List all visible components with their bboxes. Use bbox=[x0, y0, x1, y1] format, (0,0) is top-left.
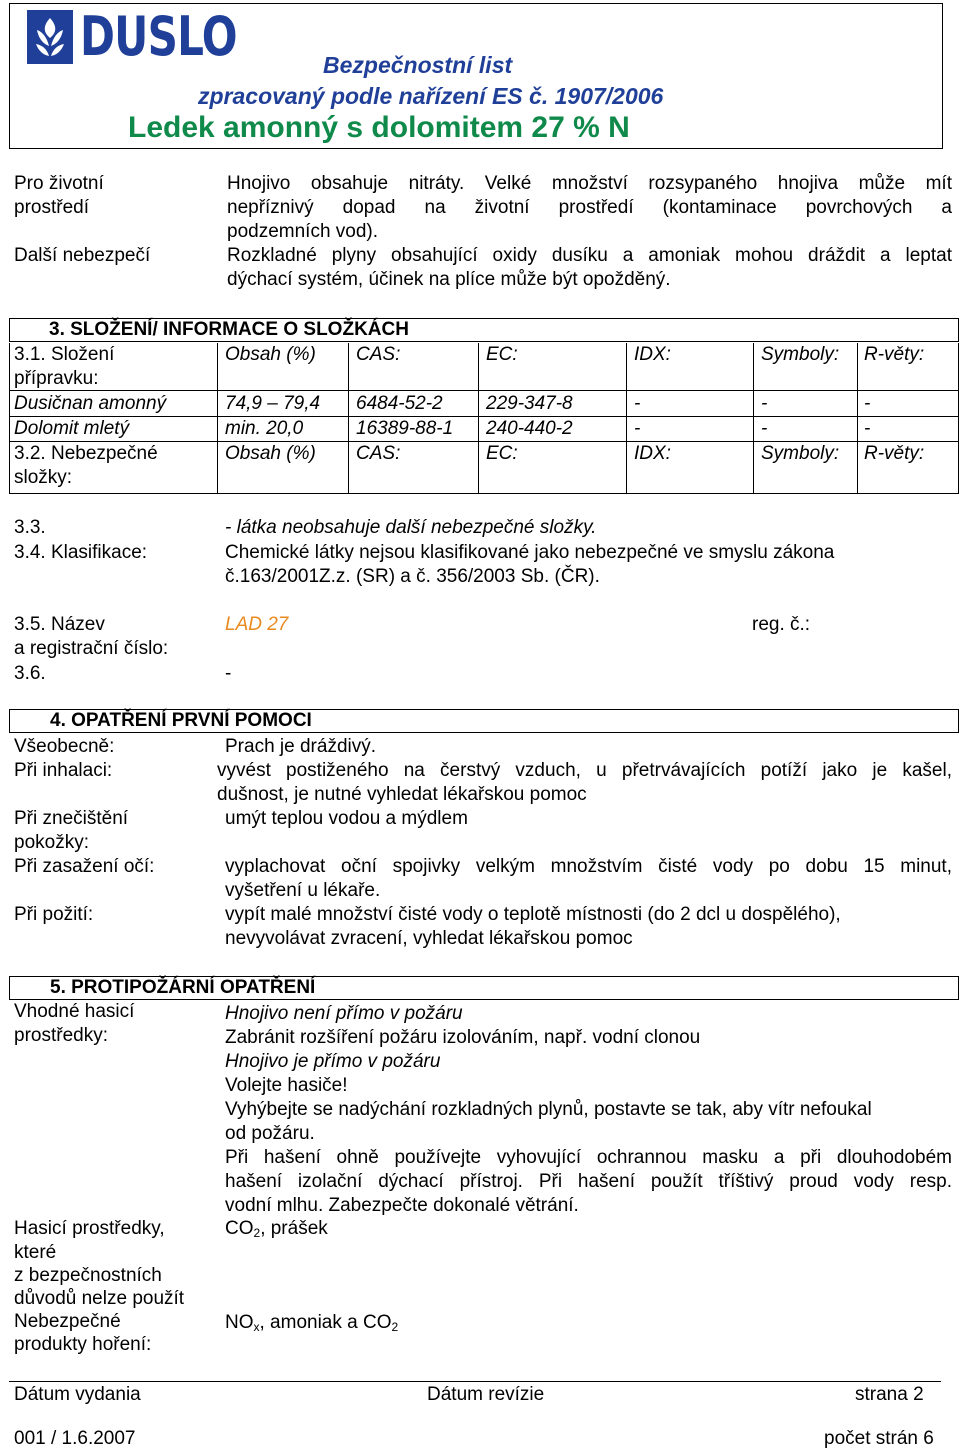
s34-label: 3.4. Klasifikace: bbox=[14, 542, 148, 563]
duslo-logo-icon bbox=[27, 10, 73, 64]
header-box bbox=[9, 3, 943, 149]
s32-label-1: 3.2. Nebezpečné bbox=[14, 443, 158, 464]
ingestion-text-1: vypít malé množství čisté vody o teplotě místnosti (do 2 dcl u dospělého), bbox=[225, 904, 841, 925]
s36-value: - bbox=[225, 663, 232, 684]
s31-label-1: 3.1. Složení bbox=[14, 344, 115, 365]
table-cell-symboly: - bbox=[761, 418, 768, 439]
other-hazards-text-1: Rozkladné plyny obsahující oxidy dusíku a amoniak mohou dráždit a leptat bbox=[227, 245, 952, 266]
issue-date-label: Dátum vydania bbox=[14, 1384, 141, 1405]
env-text-3: podzemních vod). bbox=[227, 221, 379, 242]
table-cell-idx: - bbox=[634, 418, 641, 439]
table-cell-obsah: min. 20,0 bbox=[225, 418, 304, 439]
media-line: Zabránit rozšíření požáru izolováním, např. vodní clonou bbox=[225, 1027, 701, 1048]
media-line: od požáru. bbox=[225, 1123, 315, 1144]
col-rvety: R-věty: bbox=[864, 344, 925, 365]
table-cell-obsah: 74,9 – 79,4 bbox=[225, 393, 321, 414]
col-cas: CAS: bbox=[356, 344, 401, 365]
revision-date-label: Dátum revízie bbox=[427, 1384, 545, 1405]
doc-title: Bezpečnostní list bbox=[323, 52, 513, 78]
col-symboly: Symboly: bbox=[761, 443, 840, 464]
table-cell-ec: 229-347-8 bbox=[486, 393, 573, 414]
eyes-text-2: vyšetření u lékaře. bbox=[225, 880, 381, 901]
table-cell-symboly: - bbox=[761, 393, 768, 414]
media-line: Hnojivo je přímo v požáru bbox=[225, 1051, 441, 1072]
s34-text-1: Chemické látky nejsou klasifikované jako nebezpečné ve smyslu zákona bbox=[225, 542, 835, 563]
eyes-label: Při zasažení očí: bbox=[14, 856, 155, 877]
table-row-name: Dolomit mletý bbox=[14, 418, 130, 439]
env-label-2: prostředí bbox=[14, 197, 89, 218]
unsuitable-label-2: které bbox=[14, 1242, 57, 1263]
col-symboly: Symboly: bbox=[761, 344, 840, 365]
inhalation-label: Při inhalaci: bbox=[14, 760, 113, 781]
combustion-label-1: Nebezpečné bbox=[14, 1311, 121, 1332]
skin-label-1: Při znečištění bbox=[14, 808, 129, 829]
doc-subtitle: zpracovaný podle nařízení ES č. 1907/2006 bbox=[198, 83, 664, 109]
table-row-name: Dusičnan amonný bbox=[14, 393, 167, 414]
s36-label: 3.6. bbox=[14, 663, 46, 684]
media-line: Volejte hasiče! bbox=[225, 1075, 348, 1096]
col-idx: IDX: bbox=[634, 344, 671, 365]
inhalation-text-1: vyvést postiženého na čerstvý vzduch, u přetrvávajících potíží jako je kašel, bbox=[217, 760, 952, 781]
ingestion-text-2: nevyvolávat zvracení, vyhledat lékařskou pomoc bbox=[225, 928, 633, 949]
table-cell-cas: 6484-52-2 bbox=[356, 393, 443, 414]
col-idx: IDX: bbox=[634, 443, 671, 464]
env-label-1: Pro životní bbox=[14, 173, 104, 194]
media-line: Vyhýbejte se nadýchání rozkladných plynů, postavte se tak, aby vítr nefoukal bbox=[225, 1099, 872, 1120]
unsuitable-label-4: důvodů nelze použít bbox=[14, 1288, 185, 1309]
col-obsah: Obsah (%) bbox=[225, 344, 316, 365]
s32-label-2: složky: bbox=[14, 467, 73, 488]
env-text-1: Hnojivo obsahuje nitráty. Velké množství rozsypaného hnojiva může mít bbox=[227, 173, 952, 194]
media-line: vodní mlhu. Zabezpečte dokonalé větrání. bbox=[225, 1195, 579, 1216]
combustion-text: $NO_x$, amoniak a $CO_2$ bbox=[225, 1312, 399, 1334]
other-hazards-label: Další nebezpečí bbox=[14, 245, 151, 266]
s35-value: LAD 27 bbox=[225, 614, 289, 635]
skin-label-2: pokožky: bbox=[14, 832, 89, 853]
col-ec: EC: bbox=[486, 344, 518, 365]
general-label: Všeobecně: bbox=[14, 736, 115, 757]
s33-label: 3.3. bbox=[14, 517, 46, 538]
inhalation-text-2: dušnost, je nutné vyhledat lékařskou pomoc bbox=[217, 784, 587, 805]
s35-label-2: a registrační číslo: bbox=[14, 638, 169, 659]
unsuitable-label-1: Hasicí prostředky, bbox=[14, 1218, 165, 1239]
media-line: Při hašení ohně používejte vyhovující ochrannou masku a při dlouhodobém bbox=[225, 1147, 952, 1168]
duslo-logo-text: DUSLO bbox=[80, 5, 237, 68]
page-count: počet strán 6 bbox=[824, 1428, 934, 1449]
unsuitable-text: $CO_2$, prášek bbox=[225, 1218, 328, 1240]
unsuitable-label-3: z bezpečnostních bbox=[14, 1265, 162, 1286]
table-cell-rvety: - bbox=[864, 418, 871, 439]
col-rvety: R-věty: bbox=[864, 443, 925, 464]
table-cell-ec: 240-440-2 bbox=[486, 418, 573, 439]
issue-date-value: 001 / 1.6.2007 bbox=[14, 1428, 136, 1449]
s34-text-2: č.163/2001Z.z. (SR) a č. 356/2003 Sb. (ČR). bbox=[225, 566, 600, 587]
ingestion-label: Při požití: bbox=[14, 904, 94, 925]
footer-rule bbox=[9, 1381, 941, 1382]
media-line: hašení izolační dýchací přístroj. Při hašení použít tříštivý proud vody resp. bbox=[225, 1171, 952, 1192]
media-label-2: prostředky: bbox=[14, 1025, 108, 1046]
col-ec: EC: bbox=[486, 443, 518, 464]
env-text-2: nepříznivý dopad na životní prostředí (kontaminace povrchových a bbox=[227, 197, 952, 218]
page-number: strana 2 bbox=[855, 1384, 924, 1405]
table-cell-cas: 16389-88-1 bbox=[356, 418, 454, 439]
section4-heading: 4. OPATŘENÍ PRVNÍ POMOCI bbox=[9, 709, 959, 733]
col-obsah: Obsah (%) bbox=[225, 443, 316, 464]
eyes-text-1: vyplachovat oční spojivky velkým množstvím čisté vody po dobu 15 minut, bbox=[225, 856, 952, 877]
product-name: Ledek amonný s dolomitem 27 % N bbox=[128, 111, 630, 144]
combustion-label-2: produkty hoření: bbox=[14, 1334, 152, 1355]
table-cell-rvety: - bbox=[864, 393, 871, 414]
s35-reg-label: reg. č.: bbox=[752, 614, 811, 635]
s33-text: - látka neobsahuje další nebezpečné složky. bbox=[225, 517, 597, 538]
section3-heading: 3. SLOŽENÍ/ INFORMACE O SLOŽKÁCH bbox=[9, 318, 959, 342]
col-cas: CAS: bbox=[356, 443, 401, 464]
skin-text: umýt teplou vodou a mýdlem bbox=[225, 808, 468, 829]
s35-label-1: 3.5. Název bbox=[14, 614, 105, 635]
table-cell-idx: - bbox=[634, 393, 641, 414]
media-line: Hnojivo není přímo v požáru bbox=[225, 1003, 463, 1024]
s31-label-2: přípravku: bbox=[14, 368, 99, 389]
other-hazards-text-2: dýchací systém, účinek na plíce může být opožděný. bbox=[227, 269, 671, 290]
media-label-1: Vhodné hasicí bbox=[14, 1001, 135, 1022]
section5-heading: 5. PROTIPOŽÁRNÍ OPATŘENÍ bbox=[9, 976, 959, 1000]
general-text: Prach je dráždivý. bbox=[225, 736, 377, 757]
